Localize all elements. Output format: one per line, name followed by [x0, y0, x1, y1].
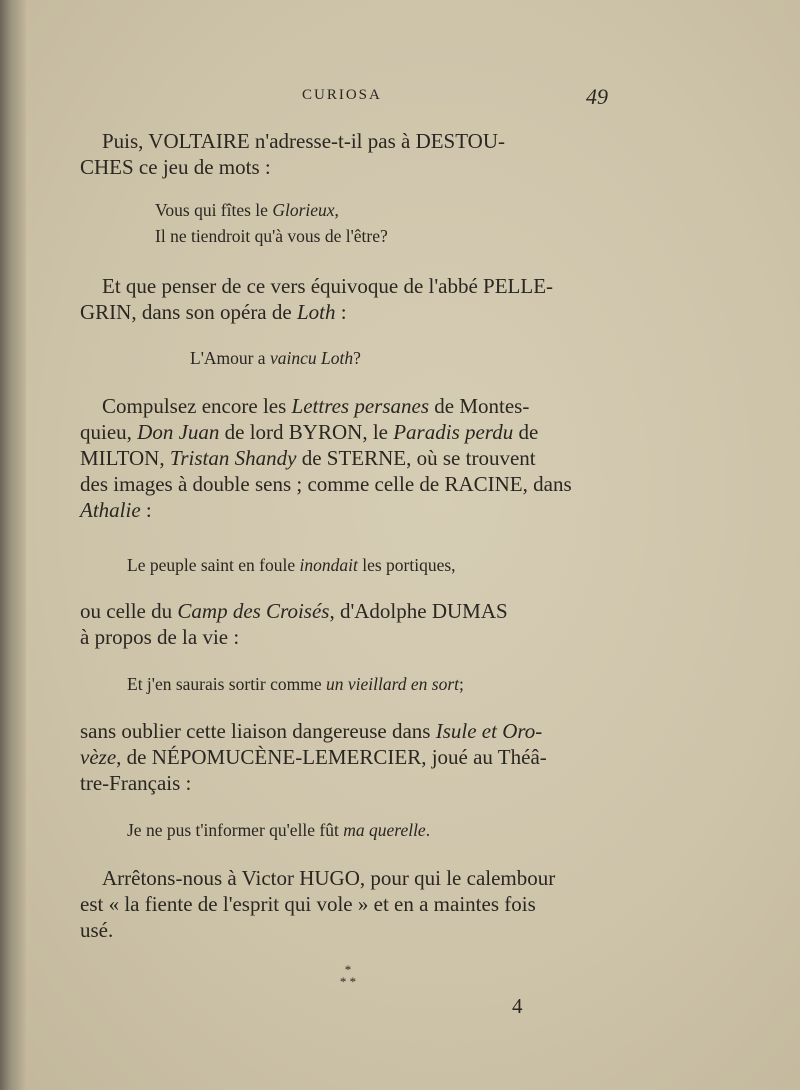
page-number: 49: [586, 84, 608, 109]
verse-loth: L'Amour a vaincu Loth?: [190, 348, 361, 368]
book-spine-shadow: [0, 0, 26, 1090]
page-header: [0, 84, 800, 114]
running-head: CURIOSA: [302, 87, 382, 103]
paragraph-voltaire: Puis, VOLTAIRE n'adresse-t-il pas à DESTOU- CHES ce jeu de mots :: [80, 129, 506, 179]
paragraph-pellegrin: Et que penser de ce vers équivoque de l'abbé PELLE- GRIN, dans son opéra de Loth :: [80, 274, 554, 324]
verse-querelle: Je ne pus t'informer qu'elle fût ma querelle.: [127, 820, 431, 840]
paragraph-dumas: ou celle du Camp des Croisés, d'Adolphe DUMAS à propos de la vie :: [80, 599, 508, 649]
paragraph-compulsez: Compulsez encore les Lettres persanes de Montes- quieu, Don Juan de lord BYRON, le Paradis perdu de MILTON, Tristan Shandy de STERNE, où se trouvent des images à double sens ; comme celle de RACINE, dans Athalie :: [80, 394, 572, 522]
signature-mark: 4: [512, 994, 523, 1018]
paragraph-hugo: Arrêtons-nous à Victor HUGO, pour qui le calembour est « la fiente de l'esprit qui vole » et en a maintes fois usé.: [80, 866, 556, 942]
paragraph-lemercier: sans oublier cette liaison dangereuse dans Isule et Oro- vèze, de NÉPOMUCÈNE-LEMERCIER, joué au Théâ- tre-Français :: [80, 719, 547, 795]
verse-athalie: Le peuple saint en foule inondait les portiques,: [127, 555, 456, 575]
verse-vieillard: Et j'en saurais sortir comme un vieillard en sort;: [127, 674, 464, 694]
verse-voltaire: Vous qui fîtes le Glorieux, Il ne tiendroit qu'à vous de l'être?: [155, 200, 388, 246]
asterism-ornament: * * *: [339, 962, 357, 989]
